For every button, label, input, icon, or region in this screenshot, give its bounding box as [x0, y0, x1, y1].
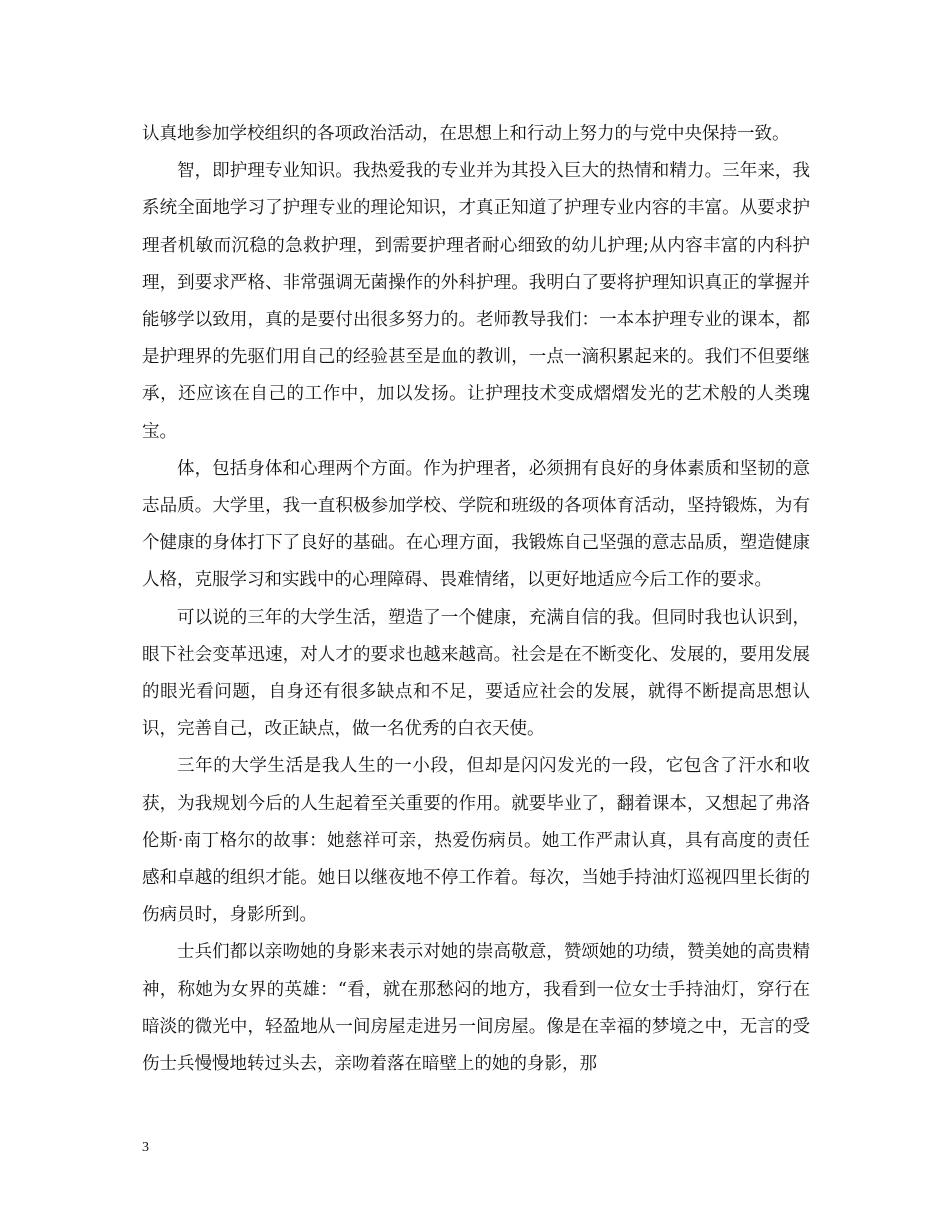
document-body — [142, 116, 810, 1083]
paragraph-continuation: 认真地参加学校组织的各项政治活动，在思想上和行动上努力的与党中央保持一致。 — [142, 124, 790, 144]
paragraph-nightingale: 三年的大学生活是我人生的一小段，但却是闪闪发光的一段，它包含了汗水和收获，为我规划今后的人生起着至关重要的作用。就要毕业了，翻着课本，又想起了弗洛伦斯·南丁格尔的故事：她慈祥可亲，热爱伤病员。她工作严肃认真，具有高度的责任感和卓越的组织才能。她日以继夜地不停工作着。每次，当她手持油灯巡视四里长街的伤病员时，身影所到。 — [142, 756, 810, 926]
paragraph-physical: 体，包括身体和心理两个方面。作为护理者，必须拥有良好的身体素质和坚韧的意志品质。大学里，我一直积极参加学校、学院和班级的各项体育活动，坚持锻炼，为有个健康的身体打下了良好的基础。在心理方面，我锻炼自己坚强的意志品质，塑造健康人格，克服学习和实践中的心理障碍、畏难情绪，以更好地适应今后工作的要求。 — [142, 458, 810, 591]
paragraph-reflection: 可以说的三年的大学生活，塑造了一个健康，充满自信的我。但同时我也认识到，眼下社会变革迅速，对人才的要求也越来越高。社会是在不断变化、发展的，要用发展的眼光看问题，自身还有很多缺点和不足，要适应社会的发展，就得不断提高思想认识，完善自己，改正缺点，做一名优秀的白衣天使。 — [142, 607, 810, 740]
paragraph-intellect: 智，即护理专业知识。我热爱我的专业并为其投入巨大的热情和精力。三年来，我系统全面地学习了护理专业的理论知识，才真正知道了护理专业内容的丰富。从要求护理者机敏而沉稳的急救护理，到需要护理者耐心细致的幼儿护理;从内容丰富的内科护理，到要求严格、非常强调无菌操作的外科护理。我明白了要将护理知识真正的掌握并能够学以致用，真的是要付出很多努力的。老师教导我们：一本本护理专业的课本，都是护理界的先驱们用自己的经验甚至是血的教训，一点一滴积累起来的。我们不但要继承，还应该在自己的工作中，加以发扬。让护理技术变成熠熠发光的艺术般的人类瑰宝。 — [142, 161, 810, 442]
page-number: 3 — [142, 1140, 149, 1155]
paragraph-soldiers: 士兵们都以亲吻她的身影来表示对她的崇高敬意，赞颂她的功绩，赞美她的高贵精神，称她为女界的英雄：“看，就在那愁闷的地方，我看到一位女士手持油灯，穿行在暗淡的微光中，轻盈地从一间房屋走进另一间房屋。像是在幸福的梦境之中，无言的受伤士兵慢慢地转过头去，亲吻着落在暗壁上的她的身影，那 — [142, 942, 810, 1075]
